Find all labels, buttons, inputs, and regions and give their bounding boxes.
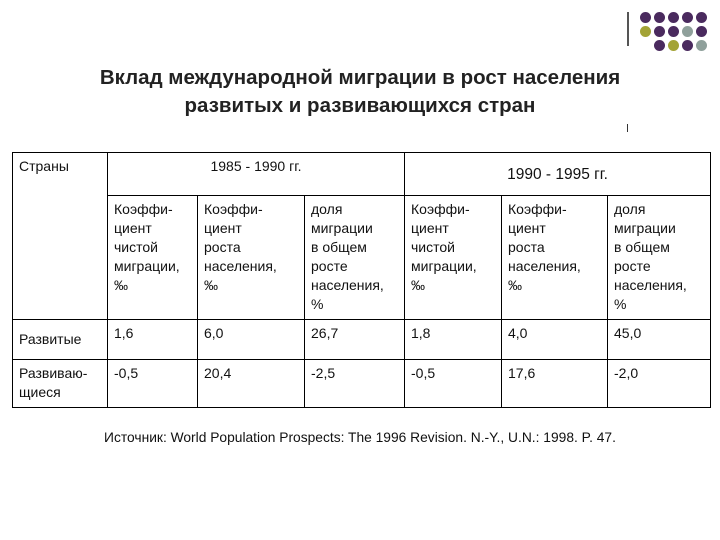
subheader-line: Коэффи- [204, 201, 263, 217]
decor-dot-icon [640, 26, 651, 37]
subheader-line: населения, [614, 277, 687, 293]
subheader-line: циент [411, 220, 449, 236]
subheader-line: чистой [114, 239, 158, 255]
header-countries: Страны [13, 153, 108, 320]
subheader-line: Коэффи- [508, 201, 567, 217]
row-label-line: щиеся [19, 384, 61, 400]
table-cell: 45,0 [608, 320, 711, 360]
subheader-line: ‰ [204, 277, 218, 293]
title-line: Вклад международной миграции в рост населения [99, 66, 621, 89]
subheader-line: циент [114, 220, 152, 236]
row-label: Развитые [13, 320, 108, 360]
subheader-line: росте [614, 258, 651, 274]
table-cell: -0,5 [108, 360, 198, 408]
decor-dot-icon [682, 12, 693, 23]
decor-dot-icon [640, 12, 651, 23]
decor-dot-icon [668, 12, 679, 23]
migration-table [12, 152, 711, 408]
subheader-line: миграции [614, 220, 676, 236]
table-cell: -2,5 [305, 360, 405, 408]
decor-dot-icon [654, 40, 665, 51]
subheader-cell [108, 196, 198, 320]
table-cell: -2,0 [608, 360, 711, 408]
table-cell: 20,4 [198, 360, 305, 408]
decor-dot-icon [696, 40, 707, 51]
subheader-cell [305, 196, 405, 320]
page-title [40, 64, 680, 120]
subheader-line: доля [311, 201, 343, 217]
table-cell: -0,5 [405, 360, 502, 408]
subheader-line: в общем [311, 239, 367, 255]
subheader-line: Коэффи- [114, 201, 173, 217]
header-period-1990-1995: 1990 - 1995 гг. [405, 153, 711, 196]
subheader-line: циент [508, 220, 546, 236]
subheader-line: доля [614, 201, 646, 217]
row-label-line: Развиваю- [19, 365, 88, 381]
title-line: развитых и развивающихся стран [184, 94, 536, 117]
subheader-line: миграции [311, 220, 373, 236]
decor-dot-icon [696, 12, 707, 23]
subheader-line: населения, [311, 277, 384, 293]
decor-vertical-line [627, 12, 629, 46]
subheader-line: чистой [411, 239, 455, 255]
table-cell: 1,6 [108, 320, 198, 360]
subheader-line: миграции, [114, 258, 180, 274]
table-cell: 4,0 [502, 320, 608, 360]
table-row [13, 360, 711, 408]
subheader-cell [198, 196, 305, 320]
table-cell: 17,6 [502, 360, 608, 408]
decor-dot-icon [682, 26, 693, 37]
subheader-line: ‰ [508, 277, 522, 293]
decor-dot-icon [654, 26, 665, 37]
subheader-line: миграции, [411, 258, 477, 274]
subheader-line: роста [508, 239, 545, 255]
decor-dot-icon [696, 26, 707, 37]
table-cell: 26,7 [305, 320, 405, 360]
subheader-line: роста [204, 239, 241, 255]
table-row [13, 320, 711, 360]
row-label [13, 360, 108, 408]
decor-dot-icon [668, 40, 679, 51]
decor-tick-mark [627, 124, 628, 132]
subheader-cell [405, 196, 502, 320]
subheader-line: % [311, 296, 324, 312]
table-header-row [13, 153, 711, 196]
decor-dot-icon [668, 26, 679, 37]
header-period-1985-1990: 1985 - 1990 гг. [108, 153, 405, 196]
table-cell: 1,8 [405, 320, 502, 360]
subheader-line: населения, [204, 258, 277, 274]
table-cell: 6,0 [198, 320, 305, 360]
subheader-line: % [614, 296, 627, 312]
subheader-line: росте [311, 258, 348, 274]
subheader-line: в общем [614, 239, 670, 255]
subheader-cell [502, 196, 608, 320]
subheader-line: ‰ [114, 277, 128, 293]
source-note: Источник: World Population Prospects: The 1996 Revision. N.-Y., U.N.: 1998. P. 47. [104, 430, 616, 445]
subheader-line: циент [204, 220, 242, 236]
decor-dot-icon [654, 12, 665, 23]
decor-dot-icon [682, 40, 693, 51]
subheader-cell [608, 196, 711, 320]
subheader-line: населения, [508, 258, 581, 274]
subheader-line: ‰ [411, 277, 425, 293]
subheader-line: Коэффи- [411, 201, 470, 217]
table-subheader-row [13, 196, 711, 320]
